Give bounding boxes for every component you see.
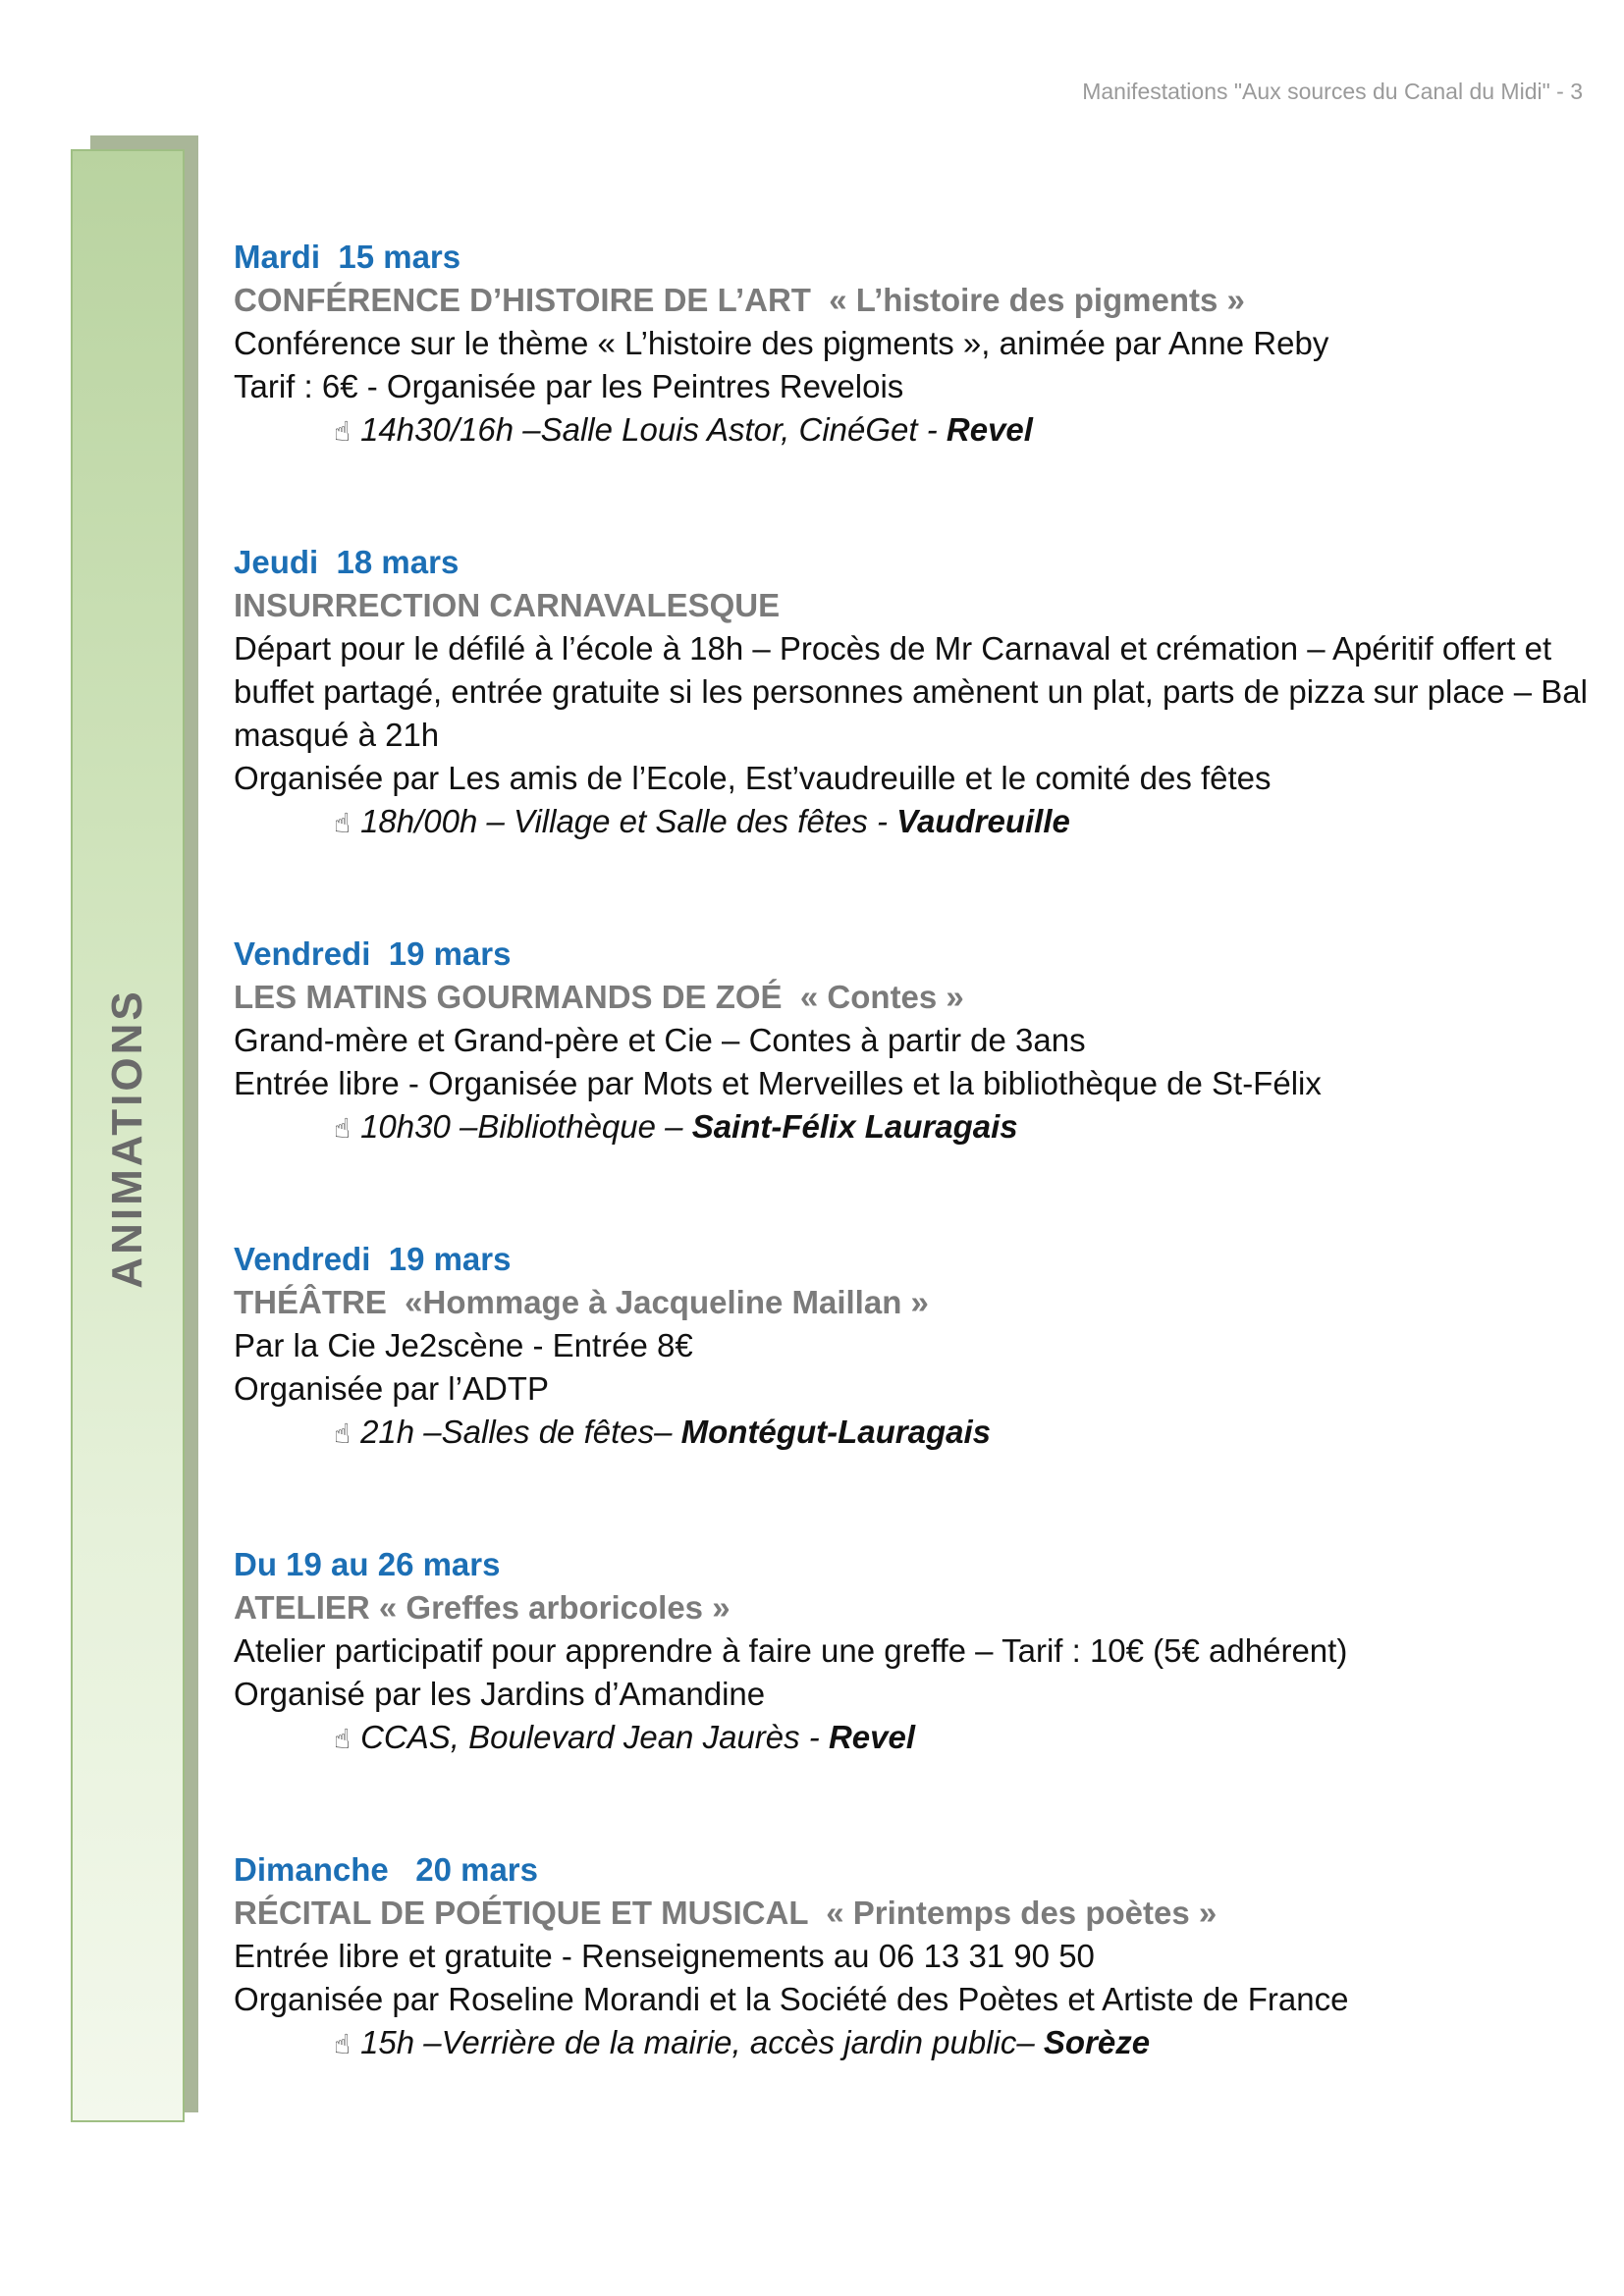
event-description: Entrée libre - Organisée par Mots et Merveilles et la bibliothèque de St-Félix bbox=[234, 1065, 1322, 1101]
event-location bbox=[234, 800, 1598, 845]
page-header: Manifestations "Aux sources du Canal du Midi" - 3 bbox=[1082, 79, 1583, 104]
hand-pointer-icon: ☝ bbox=[334, 808, 352, 838]
event-description: Organisé par les Jardins d’Amandine bbox=[234, 1676, 766, 1712]
event-town: Vaudreuille bbox=[896, 803, 1070, 839]
event-description: Organisée par Roseline Morandi et la Société des Poètes et Artiste de France bbox=[234, 1981, 1349, 2017]
event-location bbox=[234, 408, 1598, 454]
event-location-detail: 10h30 –Bibliothèque – bbox=[360, 1108, 692, 1145]
event-town: Montégut-Lauragais bbox=[680, 1414, 991, 1450]
sidebar-label: ANIMATIONS bbox=[103, 988, 151, 1289]
event-location-detail: 14h30/16h –Salle Louis Astor, CinéGet - bbox=[360, 411, 947, 448]
event-location bbox=[234, 1105, 1598, 1150]
event-date: Mardi 15 mars bbox=[234, 239, 461, 275]
event-description: Grand-mère et Grand-père et Cie – Contes à partir de 3ans bbox=[234, 1022, 1086, 1058]
event-description: Tarif : 6€ - Organisée par les Peintres Revelois bbox=[234, 368, 904, 404]
event-location-detail: CCAS, Boulevard Jean Jaurès - bbox=[360, 1719, 829, 1755]
event-location bbox=[234, 1411, 1598, 1456]
event-town: Revel bbox=[828, 1719, 916, 1755]
event-title: RÉCITAL DE POÉTIQUE ET MUSICAL « Printemps des poètes » bbox=[234, 1895, 1218, 1931]
event-date: Vendredi 19 mars bbox=[234, 1241, 512, 1277]
event-town: Revel bbox=[946, 411, 1033, 448]
event-title: ATELIER « Greffes arboricoles » bbox=[234, 1589, 731, 1626]
hand-pointer-icon: ☝ bbox=[334, 1724, 352, 1754]
event-title: INSURRECTION CARNAVALESQUE bbox=[234, 587, 781, 623]
event-title: THÉÂTRE «Hommage à Jacqueline Maillan » bbox=[234, 1284, 929, 1320]
event-description: Conférence sur le thème « L’histoire des pigments », animée par Anne Reby bbox=[234, 325, 1329, 361]
event-location-detail: 15h –Verrière de la mairie, accès jardin public– bbox=[360, 2024, 1044, 2060]
event-date: Dimanche 20 mars bbox=[234, 1851, 538, 1888]
event-location-detail: 21h –Salles de fêtes– bbox=[360, 1414, 681, 1450]
event-item bbox=[234, 541, 1598, 845]
event-item bbox=[234, 1543, 1598, 1761]
event-location-detail: 18h/00h – Village et Salle des fêtes - bbox=[360, 803, 897, 839]
event-date: Du 19 au 26 mars bbox=[234, 1546, 501, 1582]
hand-pointer-icon: ☝ bbox=[334, 416, 352, 447]
event-date: Jeudi 18 mars bbox=[234, 544, 460, 580]
event-item bbox=[234, 933, 1598, 1150]
event-item bbox=[234, 1848, 1598, 2066]
event-description: Organisée par Les amis de l’Ecole, Est’vaudreuille et le comité des fêtes bbox=[234, 760, 1272, 796]
event-location bbox=[234, 2021, 1598, 2066]
event-description: Départ pour le défilé à l’école à 18h – Procès de Mr Carnaval et crémation – Apéritif offert et buffet partagé, entrée gratuite si les personnes amènent un plat, parts de pizza sur place – Bal masqué à 21h bbox=[234, 630, 1588, 753]
event-description: Par la Cie Je2scène - Entrée 8€ bbox=[234, 1327, 693, 1363]
event-location bbox=[234, 1716, 1598, 1761]
hand-pointer-icon: ☝ bbox=[334, 2029, 352, 2059]
event-town: Sorèze bbox=[1043, 2024, 1151, 2060]
event-description: Organisée par l’ADTP bbox=[234, 1370, 549, 1407]
event-description: Atelier participatif pour apprendre à faire une greffe – Tarif : 10€ (5€ adhérent) bbox=[234, 1632, 1348, 1669]
event-list bbox=[234, 236, 1598, 2154]
hand-pointer-icon: ☝ bbox=[334, 1418, 352, 1449]
event-title: CONFÉRENCE D’HISTOIRE DE L’ART « L’histoire des pigments » bbox=[234, 282, 1245, 318]
event-item bbox=[234, 1238, 1598, 1456]
event-title: LES MATINS GOURMANDS DE ZOÉ « Contes » bbox=[234, 979, 964, 1015]
event-description: Entrée libre et gratuite - Renseignements au 06 13 31 90 50 bbox=[234, 1938, 1095, 1974]
hand-pointer-icon: ☝ bbox=[334, 1113, 352, 1144]
event-town: Saint-Félix Lauragais bbox=[691, 1108, 1018, 1145]
event-date: Vendredi 19 mars bbox=[234, 935, 512, 972]
event-item bbox=[234, 236, 1598, 454]
